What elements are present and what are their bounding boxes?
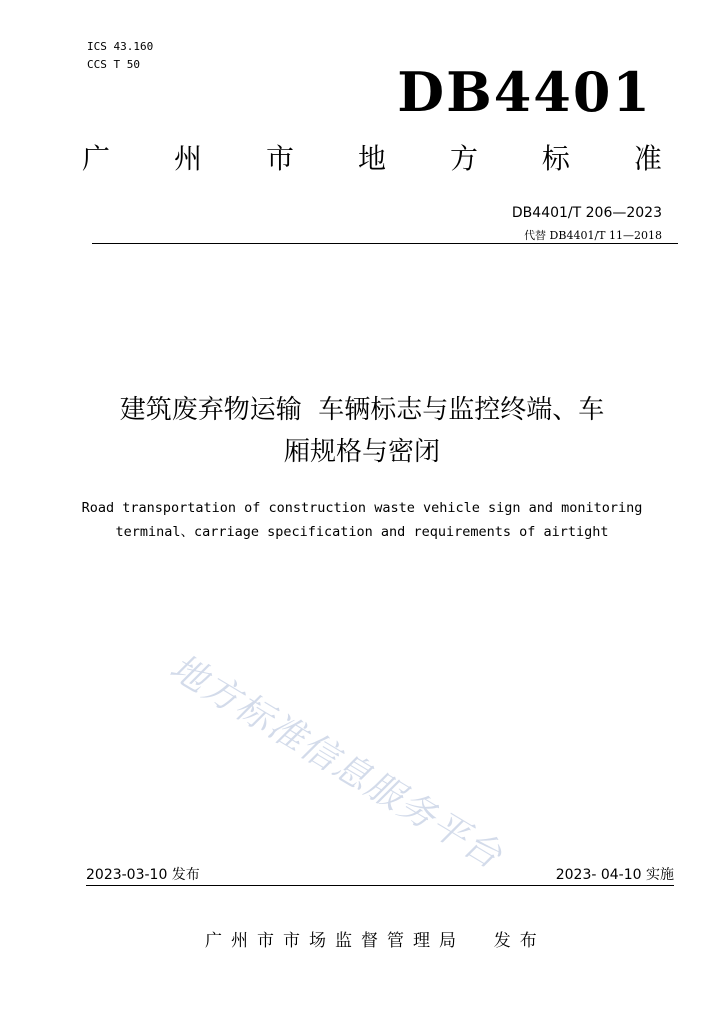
ccs-code: CCS T 50 [87, 58, 140, 71]
title-zh-line1: 建筑废弃物运输 车辆标志与监控终端、车 [119, 395, 605, 425]
city-standard-line [82, 140, 662, 178]
watermark-text: 地方标准信息服务平台 [162, 646, 510, 878]
title-en-line1: Road transportation of construction waste vehicle sign and monitoring [81, 500, 643, 516]
standard-brand: DB4401 [397, 60, 652, 124]
publish-date: 2023-03-10 发布 [86, 867, 200, 883]
implement-date: 2023- 04-10 实施 [555, 867, 674, 883]
city-char: 广 [82, 142, 111, 175]
city-char: 州 [173, 142, 202, 175]
footer-divider [86, 885, 674, 886]
title-zh-line2: 厢规格与密闭 [283, 437, 440, 467]
city-char: 地 [357, 142, 386, 175]
city-char: 准 [633, 142, 662, 175]
city-char: 市 [265, 142, 294, 175]
city-char: 标 [541, 142, 570, 175]
ics-code: ICS 43.160 [87, 40, 154, 53]
city-char: 方 [449, 142, 478, 175]
replaces-standard: 代替 DB4401/T 11—2018 [524, 229, 662, 242]
header-divider [92, 243, 678, 244]
issuing-authority: 广州市市场监督管理局 发布 [205, 931, 546, 951]
standard-number: DB4401/T 206—2023 [511, 205, 662, 221]
classification-codes [87, 38, 153, 74]
title-en-line2: terminal、carriage specification and requirements of airtight [115, 524, 609, 540]
